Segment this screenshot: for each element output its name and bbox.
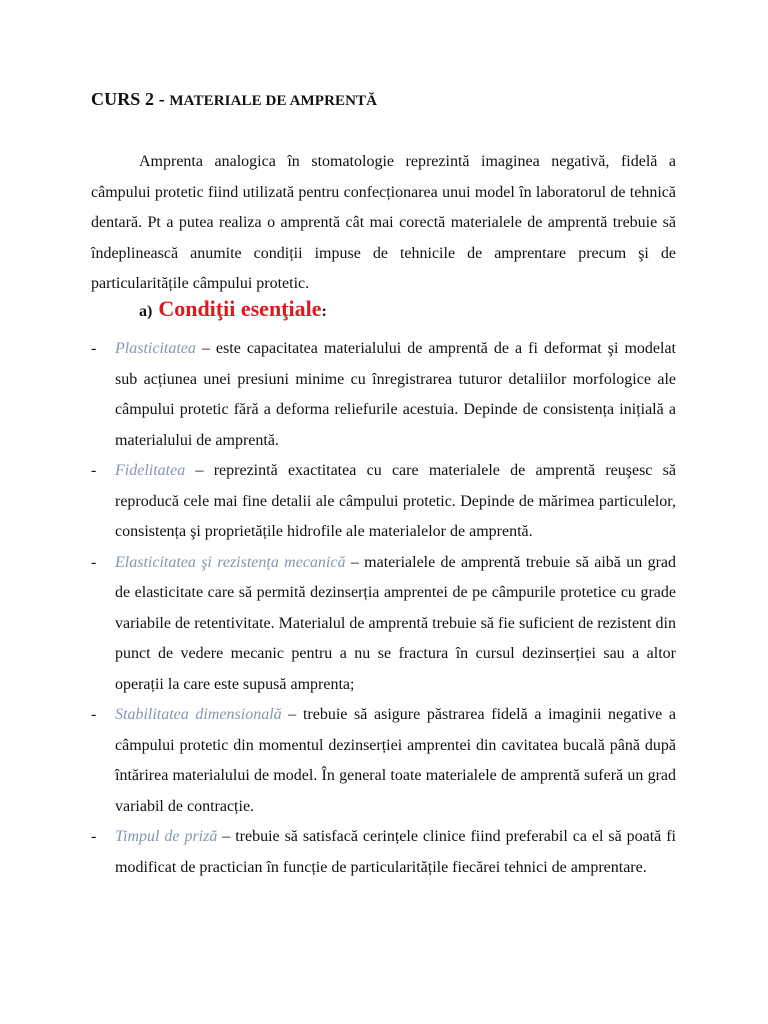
list-item xyxy=(91,822,676,883)
bullet-dash: - xyxy=(91,553,97,571)
bullet-dash: - xyxy=(91,462,97,479)
item-term: Timpul de priză xyxy=(115,828,218,845)
item-term: Fidelitatea xyxy=(115,462,186,479)
page-title xyxy=(91,89,377,110)
item-term: Stabilitatea dimensională xyxy=(115,706,282,723)
section-heading xyxy=(139,296,327,322)
item-text: – trebuie să asigure păstrarea fidelă a imaginii negative a câmpului protetic din momentul dezinserției amprentei din cavitatea bucală până după întărirea materialului de model. În general toate materialele de amprentă suferă un grad variabil de contracție. xyxy=(115,706,676,815)
conditions-list xyxy=(91,334,676,883)
item-text: – reprezintă exactitatea cu care materialele de amprentă reuşesc să reproducă cele mai fine detalii ale câmpului protetic. Depinde de mărimea particulelor, consistența şi proprietățile hidrofile ale materialelor de amprentă. xyxy=(115,462,676,540)
item-text: – este capacitatea materialului de amprentă de a fi deformat şi modelat sub acțiunea unei presiuni minime cu înregistrarea tuturor detaliilor morfologice ale câmpului protetic fără a deforma reliefurile acestuia. Depinde de consistența inițială a materialului de amprentă. xyxy=(115,340,676,449)
intro-paragraph: Amprenta analogica în stomatologie reprezintă imaginea negativă, fidelă a câmpului protetic fiind utilizată pentru confecționarea unui model în laboratorul de tehnică dentară. Pt a putea realiza o amprentă cât mai corectă materialele de amprentă trebuie să îndeplinească anumite condiții impuse de tehnicile de amprentare precum şi de particularitățile câmpului protetic. xyxy=(91,153,676,292)
title-main: MATERIALE DE AMPRENTĂ xyxy=(169,93,378,109)
item-text: – materialele de amprentă trebuie să aibă un grad de elasticitate care să permită dezinserția amprentei de pe câmpurile protetice cu grade variabile de retentivitate. Materialul de amprentă trebuie să fie suficient de rezistent din punct de vedere mecanic pentru a nu se fractura în cursul dezinserției sau a altor operații la care este supusă amprenta; xyxy=(115,553,676,693)
list-item xyxy=(91,456,676,548)
bullet-dash: - xyxy=(91,340,97,357)
section-title: Condiţii esenţiale xyxy=(158,296,322,321)
title-prefix: CURS 2 - xyxy=(91,89,170,109)
list-item xyxy=(91,334,676,456)
item-term: Elasticitatea şi rezistența mecanică xyxy=(115,553,346,571)
list-item xyxy=(91,548,676,701)
bullet-dash: - xyxy=(91,828,97,845)
item-text: – trebuie să satisfacă cerințele clinice fiind preferabil ca el să poată fi modificat de practician în funcție de particularitățile fiecărei tehnici de amprentare. xyxy=(115,828,676,876)
section-marker: a) xyxy=(139,303,153,320)
list-item xyxy=(91,700,676,822)
bullet-dash: - xyxy=(91,706,97,723)
item-term: Plasticitatea xyxy=(115,340,196,357)
section-colon: : xyxy=(321,303,327,320)
